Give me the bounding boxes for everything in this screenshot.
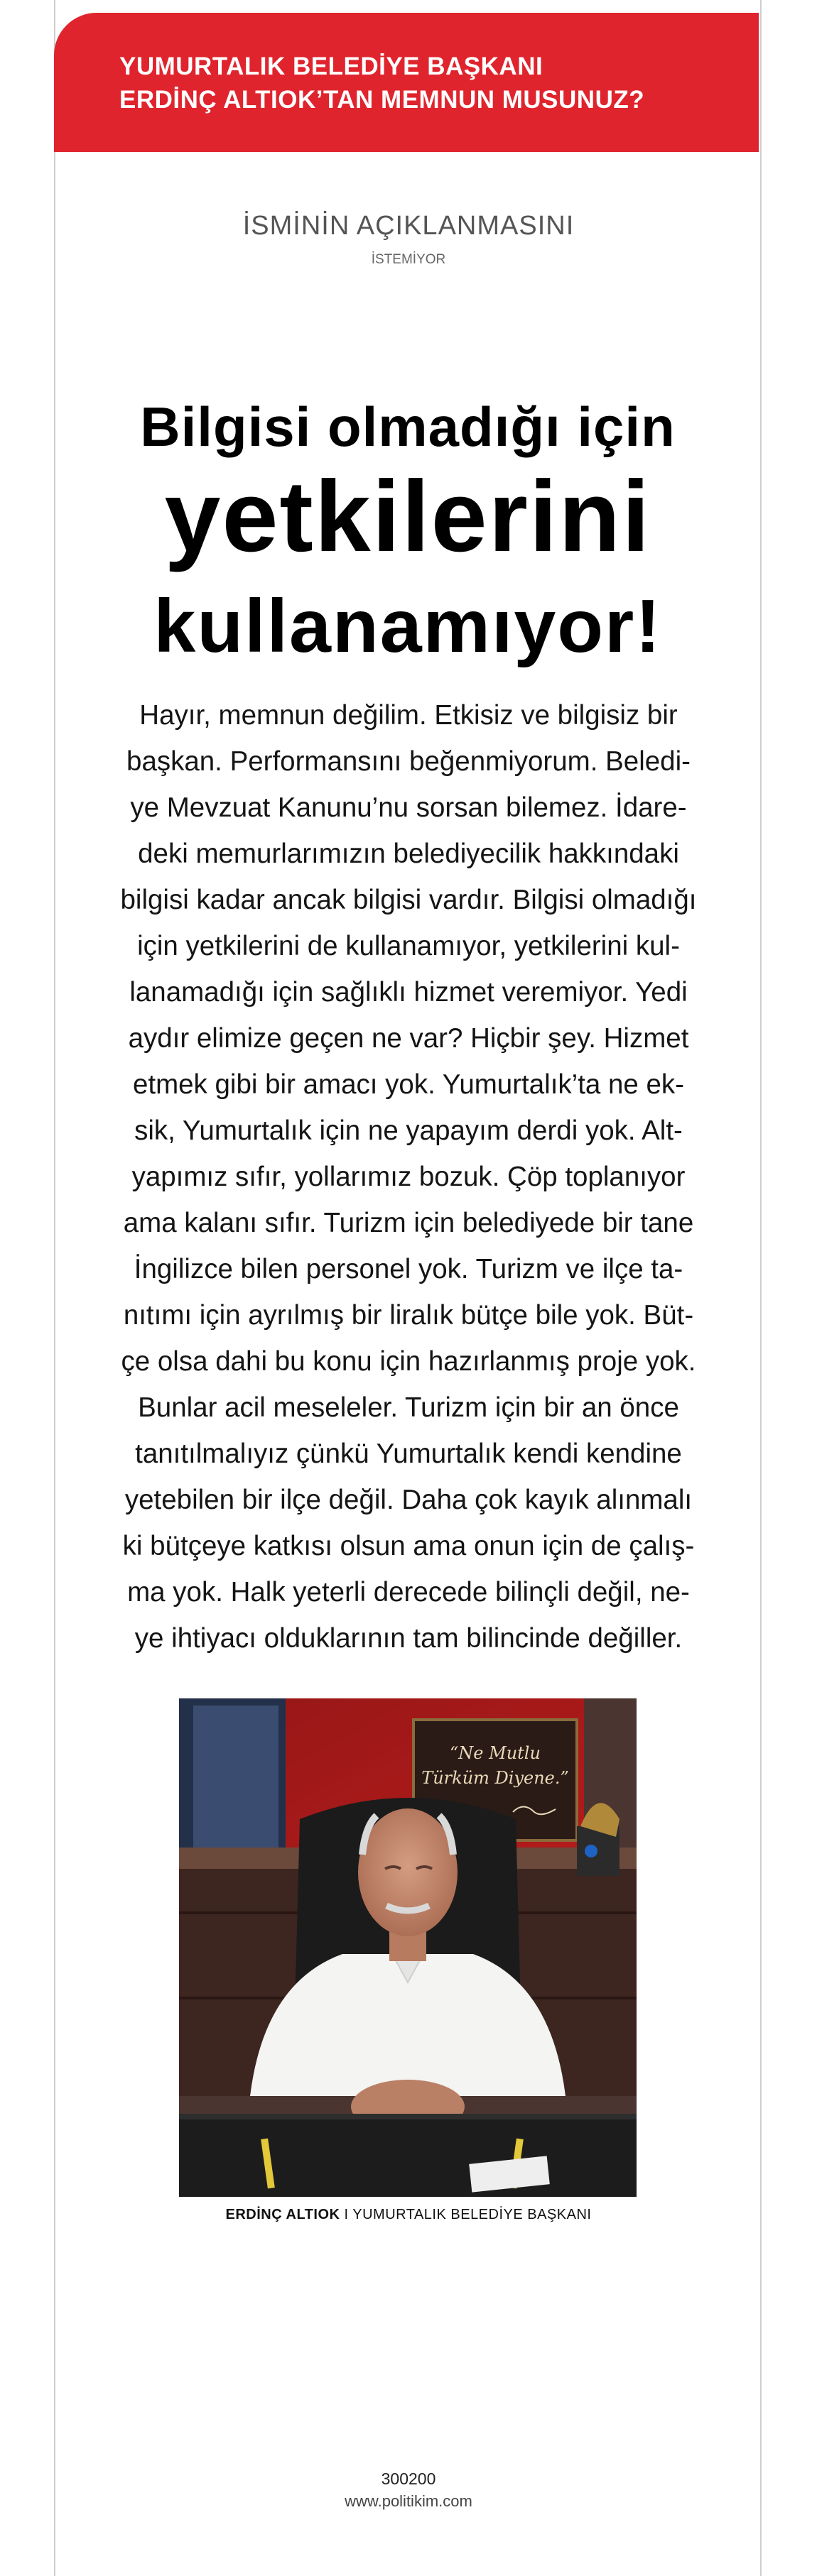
- article-body: [99, 692, 718, 1661]
- body-line: ma yok. Halk yeterli derecede bilinçli değil, ne-: [127, 1577, 690, 1608]
- headline-line-3: kullanamıyor!: [153, 584, 662, 668]
- body-line: ye Mevzuat Kanunu’nu sorsan bilemez. İdare-: [130, 792, 687, 823]
- body-line: nıtımı için ayrılmış bir liralık bütçe bile yok. Büt-: [123, 1300, 694, 1331]
- banner-line-1: YUMURTALIK BELEDİYE BAŞKANI: [119, 53, 543, 80]
- footer-url: www.politikim.com: [345, 2492, 472, 2510]
- body-line: ye ihtiyacı olduklarının tam bilincinde değiller.: [134, 1623, 683, 1654]
- body-line: çe olsa dahi bu konu için hazırlanmış proje yok.: [121, 1346, 696, 1377]
- quote-line-2: Türküm Diyene.”: [421, 1768, 569, 1788]
- headline-line-1: Bilgisi olmadığı için: [140, 395, 676, 458]
- body-line: bilgisi kadar ancak bilgisi vardır. Bilgisi olmadığı: [120, 885, 697, 915]
- body-line: tanıtılmalıyız çünkü Yumurtalık kendi kendine: [135, 1439, 682, 1469]
- photo-caption: [0, 2207, 817, 2223]
- question-banner: [54, 13, 759, 152]
- quote-line-1: “Ne Mutlu: [450, 1743, 541, 1763]
- respondent-sublabel: İSTEMİYOR: [371, 252, 446, 267]
- body-line: Hayır, memnun değilim. Etkisiz ve bilgisiz bir: [139, 700, 678, 731]
- footer-number: 300200: [381, 2469, 436, 2488]
- mayor-photo: [179, 1698, 637, 2197]
- body-line: aydır elimize geçen ne var? Hiçbir şey. Hizmet: [128, 1023, 689, 1054]
- body-line: ki bütçeye katkısı olsun ama onun için de çalış-: [122, 1531, 695, 1561]
- caption-title: YUMURTALIK BELEDİYE BAŞKANI: [352, 2207, 592, 2222]
- body-line: lanamadığı için sağlıklı hizmet veremiyor. Yedi: [129, 977, 688, 1008]
- desk: [179, 2114, 637, 2197]
- body-line: için yetkilerini de kullanamıyor, yetkilerini kul-: [137, 931, 680, 961]
- body-line: yetebilen bir ilçe değil. Daha çok kayık alınmalı: [124, 1485, 693, 1515]
- caption-name: ERDİNÇ ALTIOK: [225, 2207, 340, 2222]
- mayor-head: [358, 1808, 458, 1936]
- headline-line-2: yetkilerini: [164, 460, 651, 573]
- banner-line-2: ERDİNÇ ALTIOK’TAN MEMNUN MUSUNUZ?: [119, 86, 645, 114]
- caption-separator: I: [340, 2207, 353, 2222]
- body-line: Bunlar acil meseleler. Turizm için bir an önce: [138, 1392, 679, 1423]
- body-line: etmek gibi bir amacı yok. Yumurtalık’ta ne ek-: [132, 1069, 685, 1100]
- body-line: ama kalanı sıfır. Turizm için belediyede bir tane: [123, 1208, 694, 1238]
- body-line: İngilizce bilen personel yok. Turizm ve ilçe ta-: [134, 1254, 683, 1284]
- respondent-label: İSMİNİN AÇIKLANMASINI: [242, 211, 575, 241]
- body-line: deki memurlarımızın belediyecilik hakkındaki: [138, 839, 679, 869]
- body-line: sik, Yumurtalık için ne yapayım derdi yok. Alt-: [134, 1115, 683, 1146]
- body-line: yapımız sıfır, yollarımız bozuk. Çöp toplanıyor: [131, 1162, 686, 1192]
- body-line: başkan. Performansını beğenmiyorum. Beledi-: [126, 746, 691, 777]
